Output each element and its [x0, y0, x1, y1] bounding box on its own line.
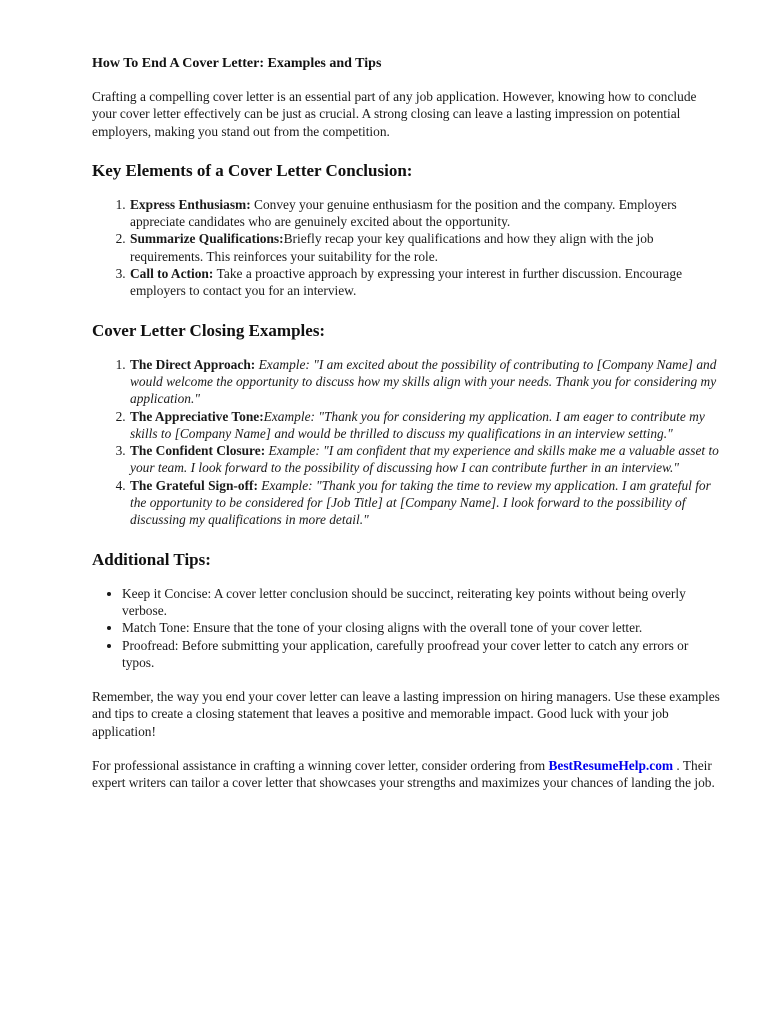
list-item-proofread [122, 637, 722, 672]
list-item-match-tone [122, 619, 722, 636]
section-heading-key-elements: Key Elements of a Cover Letter Conclusion: [92, 160, 413, 180]
list-item-label: The Appreciative Tone: [130, 408, 264, 424]
additional-tips-list [92, 585, 722, 671]
list-item-label: Summarize Qualifications: [130, 231, 284, 247]
list-item-label: The Confident Closure: [130, 443, 269, 459]
outro2-text-before: For professional assistance in crafting a winning cover letter, consider ordering from [92, 758, 549, 774]
list-item-text: Briefly recap your key qualifications and how they align with the job requirements. This reinforces your suitability for the role. [130, 231, 654, 264]
bestresumehelp-link[interactable]: BestResumeHelp.com [548, 758, 674, 774]
list-item-label: The Grateful Sign-off: [130, 477, 262, 493]
list-item-text: Match Tone: Ensure that the tone of your closing aligns with the overall tone of your cover letter. [122, 620, 643, 636]
list-item-label: Call to Action: [130, 266, 217, 282]
list-item-keep-it-concise [122, 585, 722, 620]
list-item-example-text: Example: "Thank you for considering my application. I am eager to contribute my skills to [Company Name] and would be thrilled to discuss my qualifications in an interview setting." [130, 408, 705, 441]
outro2-text-after: . Their expert writers can tailor a cover letter that showcases your strengths and maximizes your chances of landing the job. [92, 758, 715, 791]
section-heading-additional-tips: Additional Tips: [92, 549, 211, 569]
outro-paragraph-1: Remember, the way you end your cover letter can leave a lasting impression on hiring managers. Use these examples and tips to create a closing statement that leaves a positive and memorable impact. Good luck with your job application! [92, 689, 720, 739]
list-item-text: Proofread: Before submitting your application, carefully proofread your cover letter to catch any errors or typos. [122, 637, 689, 670]
list-item-confident-closure [129, 442, 722, 477]
list-item-express-enthusiasm [129, 196, 722, 231]
list-item-call-to-action [129, 265, 722, 300]
list-item-label: Express Enthusiasm: [130, 196, 255, 212]
list-item-text: Take a proactive approach by expressing your interest in further discussion. Encourage employers to contact you for an interview. [130, 266, 683, 299]
section-heading-closing-examples: Cover Letter Closing Examples: [92, 320, 326, 340]
closing-examples-list [92, 356, 722, 529]
list-item-example-text: Example: "I am confident that my experience and skills make me a valuable asset to your team. I look forward to the possibility of discussing how I can contribute further in an interview." [130, 443, 719, 476]
list-item-example-text: Example: "Thank you for taking the time to review my application. I am grateful for the opportunity to be considered for [Job Title] at [Company Name]. I look forward to the possibility of discussing my qualifications in more detail." [130, 477, 711, 528]
list-item-text: Convey your genuine enthusiasm for the position and the company. Employers appreciate candidates who are genuinely excited about the opportunity. [130, 196, 677, 230]
intro-paragraph: Crafting a compelling cover letter is an essential part of any job application. However, knowing how to conclude your cover letter effectively can be just as crucial. A strong closing can leave a lasting impression on potential employers, making you stand out from the competition. [92, 89, 697, 139]
list-item-grateful-sign-off [129, 477, 722, 529]
list-item-summarize-qualifications [129, 230, 722, 265]
document-title: How To End A Cover Letter: Examples and Tips [92, 56, 382, 71]
outro-paragraph-2 [92, 757, 722, 792]
list-item-text: Keep it Concise: A cover letter conclusion should be succinct, reiterating key points without being overly verbose. [122, 585, 686, 618]
list-item-example-text: Example: "I am excited about the possibility of contributing to [Company Name] and would welcome the opportunity to discuss how my skills align with your needs. Thank you for considering my application." [130, 356, 717, 407]
list-item-label: The Direct Approach: [130, 356, 259, 372]
list-item-direct-approach [129, 356, 722, 408]
key-elements-list [92, 196, 722, 300]
list-item-appreciative-tone [129, 408, 722, 443]
